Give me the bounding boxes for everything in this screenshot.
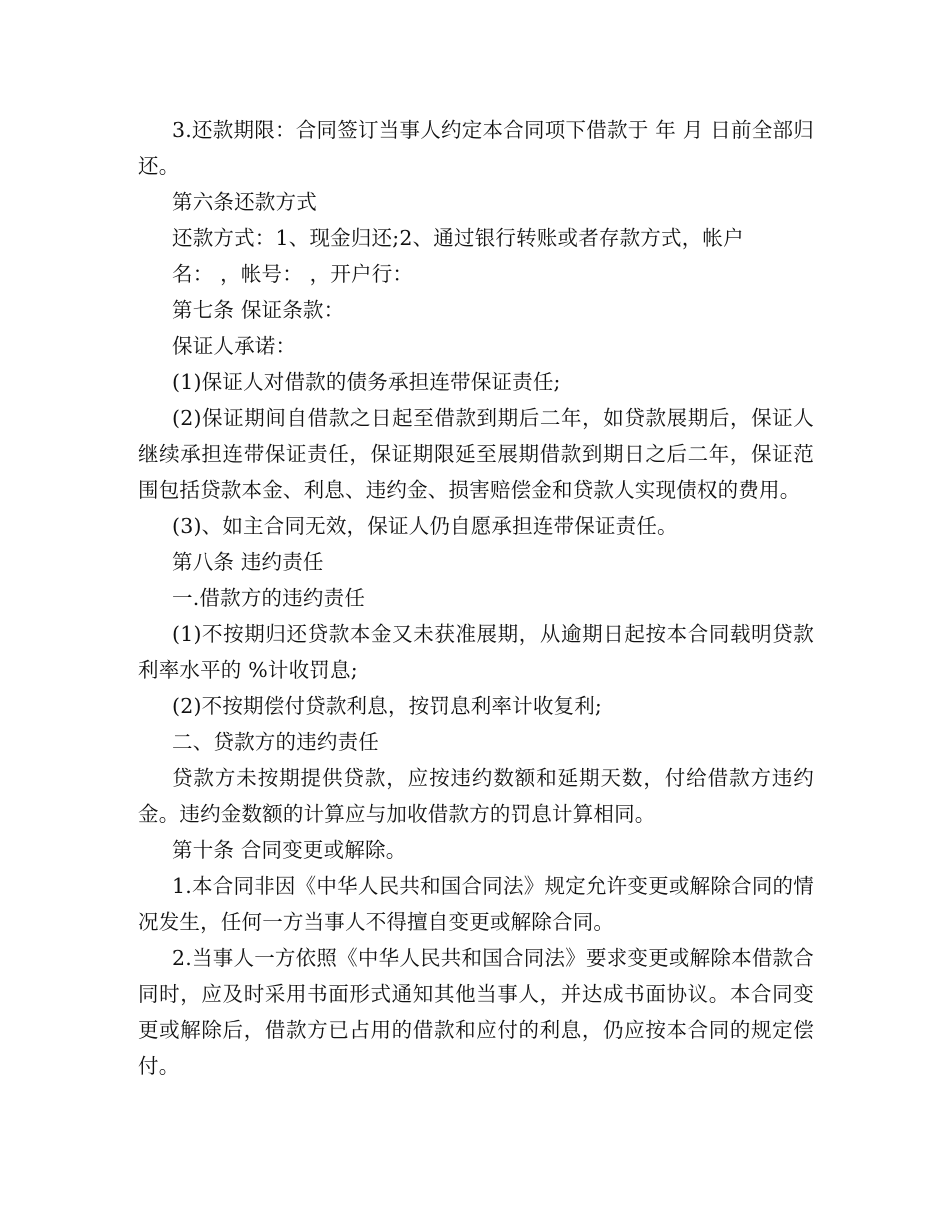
borrower-liability-heading: 一.借款方的违约责任 (172, 586, 366, 610)
article-7-heading: 第七条 保证条款： (172, 298, 345, 322)
guarantor-promise-heading: 保证人承诺： (172, 334, 297, 358)
article-8-heading: 第八条 违约责任 (172, 550, 324, 574)
article-6-heading: 第六条还款方式 (172, 190, 317, 214)
account-info-text: 名： ，帐号： ，开户行： (172, 262, 414, 286)
modification-clause-1: 1.本合同非因《中华人民共和国合同法》规定允许变更或解除合同的情况发生，任何一方当事人不得擅自变更或解除合同。 (138, 874, 814, 934)
borrower-liability-item-1: (1)不按期归还贷款本金又未获准展期，从逾期日起按本合同载明贷款利率水平的 %计收罚息; (138, 622, 814, 682)
clause-repayment-deadline: 3.还款期限：合同签订当事人约定本合同项下借款于 年 月 日前全部归还。 (138, 118, 814, 178)
guarantee-item-2: (2)保证期间自借款之日起至借款到期后二年，如贷款展期后，保证人继续承担连带保证责任，保证期限延至展期借款到期日之后二年，保证范围包括贷款本金、利息、违约金、损害赔偿金和贷款人实现债权的费用。 (138, 406, 814, 502)
borrower-liability-item-2: (2)不按期偿付贷款利息，按罚息利率计收复利; (172, 694, 603, 718)
repayment-method-text: 还款方式：1、现金归还;2、通过银行转账或者存款方式，帐户 (172, 226, 744, 250)
lender-liability-text: 贷款方未按期提供贷款，应按违约数额和延期天数，付给借款方违约金。违约金数额的计算应与加收借款方的罚息计算相同。 (138, 766, 814, 826)
document-body (138, 112, 814, 1084)
lender-liability-heading: 二、贷款方的违约责任 (172, 730, 379, 754)
article-10-heading: 第十条 合同变更或解除。 (172, 838, 407, 862)
guarantee-item-1: (1)保证人对借款的债务承担连带保证责任; (172, 370, 561, 394)
guarantee-item-3: (3)、如主合同无效，保证人仍自愿承担连带保证责任。 (172, 514, 678, 538)
modification-clause-2: 2.当事人一方依照《中华人民共和国合同法》要求变更或解除本借款合同时，应及时采用书面形式通知其他当事人，并达成书面协议。本合同变更或解除后，借款方已占用的借款和应付的利息，仍应按本合同的规定偿付。 (138, 946, 814, 1078)
